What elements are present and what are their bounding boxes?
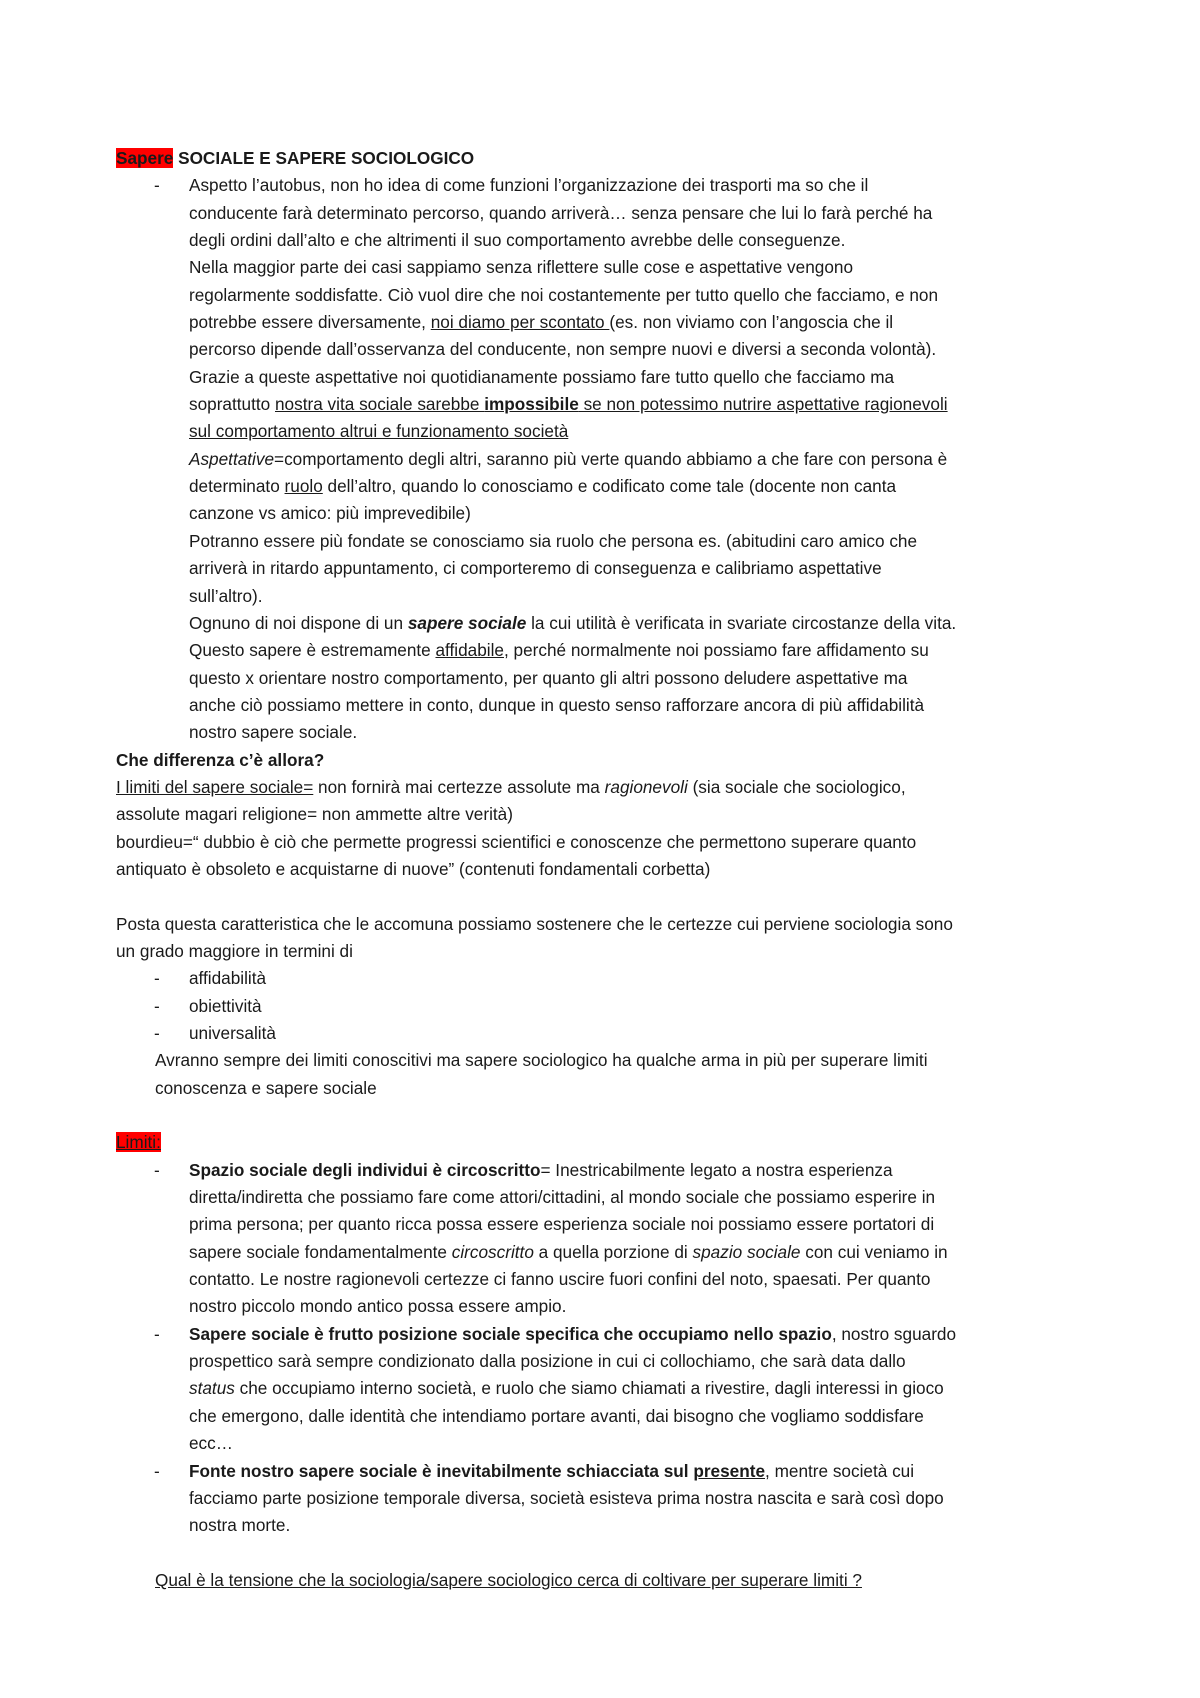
bullet-item (116, 965, 1096, 992)
text-line: prima persona; per quanto ricca possa essere esperienza sociale noi possiamo essere portatori di (189, 1214, 935, 1235)
text-line: Nella maggior parte dei casi sappiamo senza riflettere sulle cose e aspettative vengono (189, 257, 854, 278)
bold-italic-text: sapere sociale (407, 612, 527, 633)
bullet-item (116, 1157, 1096, 1184)
bold-text: impossibile (484, 394, 579, 415)
text-line: anche ciò possiamo mettere in conto, dunque in questo senso rafforzare ancora di più affidabilità (189, 694, 925, 715)
text-line: Grazie a queste aspettative noi quotidianamente possiamo fare tutto quello che facciamo ma (189, 366, 895, 387)
text-span: non fornirà mai certezze assolute ma (313, 776, 605, 797)
text-line (116, 1375, 1096, 1402)
text-line (116, 309, 1096, 336)
text-span: = Inestricabilmente legato a nostra esperienza (540, 1159, 893, 1180)
list-item: obiettività (189, 995, 262, 1016)
text-line (116, 391, 1096, 418)
text-span: dell’altro, quando lo conosciamo e codificato come tale (docente non canta (322, 476, 897, 497)
underlined-text: se non potessimo nutrire aspettative ragionevoli (578, 394, 948, 415)
text-line: regolarmente soddisfatte. Ciò vuol dire che noi costantemente per tutto quello che facciamo, e non (189, 284, 939, 305)
text-line: nostro sapere sociale. (189, 722, 358, 743)
text-span: con cui veniamo in (800, 1241, 948, 1262)
text-line: Posta questa caratteristica che le accomuna possiamo sostenere che le certezze cui perviene sociologia sono (116, 913, 953, 934)
text-line: antiquato è obsoleto e acquistarne di nuove” (contenuti fondamentali corbetta) (116, 858, 711, 879)
list-item: universalità (189, 1023, 276, 1043)
title-highlight: Sapere (116, 148, 174, 168)
bullet-dash: - (154, 175, 160, 196)
underlined-text: ruolo (284, 476, 323, 497)
bullet-item (116, 1020, 1096, 1047)
text-span: potrebbe essere diversamente, (189, 312, 431, 333)
text-line: contatto. Le nostre ragionevoli certezze ci fanno uscire fuori confini del noto, spaesati. Per quanto (189, 1269, 931, 1290)
italic-text: Aspettative (189, 448, 275, 469)
text-line: arriverà in ritardo appuntamento, ci comporteremo di conseguenza e calibriamo aspettative (189, 558, 882, 579)
text-line: bourdieu=“ dubbio è ciò che permette progressi scientifici e conoscenze che permettono superare quanto (116, 831, 917, 852)
text-span: la cui utilità è verificata in svariate circostanze della vita. (526, 612, 957, 633)
bullet-dash: - (154, 1460, 160, 1481)
italic-text: spazio sociale (692, 1241, 801, 1262)
text-span: (es. non viviamo con l’angoscia che il (609, 312, 894, 333)
bold-text: Fonte nostro sapere sociale è inevitabilmente schiacciata sul (189, 1460, 694, 1481)
bullet-item (116, 993, 1096, 1020)
bullet-dash: - (154, 1323, 160, 1344)
text-line: ecc… (189, 1433, 233, 1454)
text-line (116, 637, 1096, 664)
bullet-item (116, 172, 1096, 199)
text-span: sapere sociale fondamentalmente (189, 1241, 452, 1262)
text-line (116, 1239, 1096, 1266)
text-line (116, 774, 1096, 801)
text-line: nostro piccolo mondo antico possa essere ampio. (189, 1296, 567, 1317)
text-line: che emergono, dalle identità che intendiamo portare avanti, dai bisogno che vogliamo soddisfare (189, 1405, 924, 1426)
text-line (116, 610, 1096, 637)
underlined-text: noi diamo per scontato (430, 312, 610, 333)
text-span: soprattutto (189, 394, 275, 415)
underlined-text: affidabile (435, 640, 504, 661)
blank-line (116, 883, 1096, 910)
text-line: diretta/indiretta che possiamo fare come attori/cittadini, al mondo sociale che possiamo esperire in (189, 1187, 936, 1208)
text-span: , nostro sguardo (831, 1323, 957, 1344)
text-line (116, 446, 1096, 473)
title-rest: SOCIALE E SAPERE SOCIOLOGICO (173, 148, 475, 168)
blank-line (116, 1540, 1096, 1567)
italic-text: status (189, 1378, 235, 1399)
underlined-text: nostra vita sociale sarebbe (275, 394, 485, 415)
bullet-dash: - (154, 1023, 160, 1043)
text-span: =comportamento degli altri, saranno più verte quando abbiamo a che fare con persona è (274, 448, 948, 469)
document-title (116, 145, 1096, 172)
text-span: , perché normalmente noi possiamo fare affidamento su (503, 640, 929, 661)
text-span: Ognuno di noi dispone di un (189, 612, 408, 633)
blank-line (116, 1102, 1096, 1129)
text-line: nostra morte. (189, 1515, 291, 1536)
text-span: (sia sociale che sociologico, (687, 776, 906, 797)
text-line: un grado maggiore in termini di (116, 940, 353, 961)
text-line: prospettico sarà sempre condizionato dalla posizione in cui ci collochiamo, che sarà data dallo (189, 1351, 906, 1372)
text-span: che occupiamo interno società, e ruolo che siamo chiamati a rivestire, dagli interessi in gioco (234, 1378, 944, 1399)
text-line: degli ordini dall’alto e che altrimenti il suo comportamento avrebbe delle conseguenze. (189, 230, 846, 251)
text-line (116, 1321, 1096, 1348)
section-heading (116, 1129, 1096, 1156)
closing-question: Qual è la tensione che la sociologia/sapere sociologico cerca di coltivare per superare limiti ? (155, 1569, 862, 1590)
text-line: sull’altro). (189, 585, 263, 606)
italic-text: circoscritto (451, 1241, 534, 1262)
text-line (116, 1458, 1096, 1485)
bullet-item (116, 1321, 1096, 1348)
list-item: affidabilità (189, 968, 267, 989)
text-line: percorso dipende dall’osservanza del conducente, non sempre nuovi e diversi a seconda volontà). (189, 339, 937, 360)
text-line: Potranno essere più fondate se conosciamo sia ruolo che persona es. (abitudini caro amico che (189, 530, 918, 551)
underlined-line: sul comportamento altrui e funzionamento società (189, 421, 569, 442)
bold-text: Spazio sociale degli individui è circoscritto (189, 1159, 541, 1180)
section-heading: Che differenza c’è allora? (116, 749, 325, 770)
bullet-item (116, 1458, 1096, 1485)
text-span: a quella porzione di (533, 1241, 693, 1262)
text-line: facciamo parte posizione temporale diversa, società esisteva prima nostra nascita e sarà così dopo (189, 1487, 944, 1508)
bullet-dash: - (154, 995, 160, 1016)
text-span: determinato (189, 476, 285, 497)
bullet-dash: - (154, 968, 160, 989)
underlined-text: I limiti del sapere sociale= (116, 776, 314, 797)
text-line: conducente farà determinato percorso, quando arriverà… senza pensare che lui lo farà perché ha (189, 202, 933, 223)
text-line: conoscenza e sapere sociale (155, 1077, 377, 1098)
bold-underlined-text: presente (693, 1460, 766, 1481)
text-span: , mentre società cui (765, 1460, 915, 1481)
text-line: Aspetto l’autobus, non ho idea di come funzioni l’organizzazione dei trasporti ma so che il (189, 175, 869, 196)
text-line (116, 473, 1096, 500)
text-line: Avranno sempre dei limiti conoscitivi ma sapere sociologico ha qualche arma in più per superare limiti (155, 1050, 928, 1071)
limiti-heading: Limiti: (116, 1132, 161, 1153)
italic-text: ragionevoli (604, 776, 688, 797)
text-line: canzone vs amico: più imprevedibile) (189, 503, 471, 524)
bold-text: Sapere sociale è frutto posizione sociale specifica che occupiamo nello spazio (189, 1323, 832, 1344)
bullet-dash: - (154, 1159, 160, 1180)
text-line: questo x orientare nostro comportamento, per quanto gli altri possono deludere aspettative ma (189, 667, 908, 688)
text-line: assolute magari religione= non ammette altre verità) (116, 804, 513, 825)
document-page (116, 145, 1096, 1594)
text-span: Questo sapere è estremamente (189, 640, 436, 661)
text-line (116, 1157, 1096, 1184)
